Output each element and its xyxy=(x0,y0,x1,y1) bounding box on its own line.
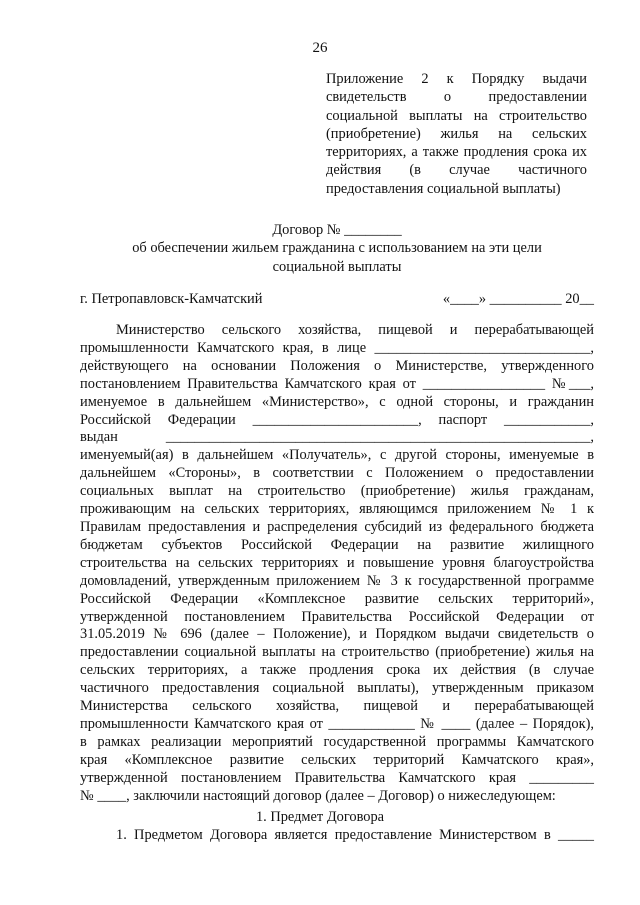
body-line: Министерства сельского хозяйства, пищевой и перерабатывающей xyxy=(80,698,594,715)
body-line: постановлением Правительства Камчатского края от _________________ №___, xyxy=(80,375,594,392)
body-line: 31.05.2019 № 696 (далее – Положение), и Порядком выдачи свидетельств о xyxy=(80,626,594,643)
body-line: № ____, заключили настоящий договор (далее – Договор) о нижеследующем: xyxy=(80,787,556,804)
clause-1-text: 1. Предметом Договора является предоставление Министерством в _____ xyxy=(116,827,594,843)
body-line: строительства на сельских территориях и повышение уровня благоустройства xyxy=(80,554,594,571)
appendix-note xyxy=(326,70,587,198)
body-line: проживающим на сельских территориях, являющимся приложением № 1 к xyxy=(80,501,594,518)
contract-date: «____» __________ 20__ xyxy=(442,291,594,307)
body-line: выдан ___________________________________________________________, xyxy=(80,429,594,446)
city: г. Петропавловск-Камчатский xyxy=(80,291,263,307)
body-line: сельских территориях, а также продления срока их действия (в случае xyxy=(80,662,594,679)
body-line: именуемый(ая) в дальнейшем «Получатель», с другой стороны, именуемые в xyxy=(80,447,594,464)
body-line: Министерство сельского хозяйства, пищевой и перерабатывающей xyxy=(116,322,594,338)
body-line: Российской Федерации _______________________, паспорт ____________, xyxy=(80,411,594,428)
appendix-line: Приложение 2 к Порядку выдачи xyxy=(326,71,587,87)
body-line: утвержденной постановлением Правительства Камчатского края _________ xyxy=(80,769,594,786)
page-number: 26 xyxy=(312,40,328,56)
body-line: в рамках реализации мероприятий государственной программы Камчатского xyxy=(80,733,594,750)
body-line: социальных выплат на строительство (приобретение) жилья гражданам, xyxy=(80,483,594,500)
body-line: бюджетам субъектов Российской Федерации на развитие жилищного xyxy=(80,536,594,553)
body-line: предоставлении социальной выплаты на строительство (приобретение) жилья на xyxy=(80,644,594,661)
appendix-line: социальной выплаты на строительство xyxy=(326,107,587,124)
clause xyxy=(80,826,594,844)
body-line: действующего на основании Положения о Министерстве, утвержденного xyxy=(80,357,594,374)
appendix-line: предоставления социальной выплаты) xyxy=(326,180,561,197)
body-line: Российской Федерации «Комплексное развитие сельских территорий», xyxy=(80,590,594,607)
body-line: Правилам предоставления и распределения субсидий из федерального бюджета xyxy=(80,518,594,535)
contract-number-line: Договор № ________ xyxy=(272,222,402,238)
place-date-row xyxy=(80,290,594,308)
body-line: домовладений, утвержденным приложением № 3 к государственной программе xyxy=(80,572,594,589)
contract-subject-line: об обеспечении жильем гражданина с использованием на эти цели xyxy=(132,240,542,257)
appendix-line: действия (в случае частичного xyxy=(326,162,587,179)
contract-subject-line: социальной выплаты xyxy=(272,258,402,275)
body-line: края «Комплексное развитие сельских территорий Камчатского края», xyxy=(80,751,594,768)
appendix-line: свидетельств о предоставлении xyxy=(326,89,587,106)
body-line: промышленности Камчатского края от ____________ № ____ (далее – Порядок), xyxy=(80,715,594,732)
section-heading: 1. Предмет Договора xyxy=(255,809,385,825)
body-line: промышленности Камчатского края, в лице ______________________________, xyxy=(80,339,594,356)
body-line: дальнейшем «Стороны», в соответствии с Положением о предоставлении xyxy=(80,465,594,482)
body-line: частичного предоставления социальной выплаты), утвержденным приказом xyxy=(80,680,594,697)
preamble-paragraph xyxy=(80,322,594,805)
body-line: утвержденной постановлением Правительства Российской Федерации от xyxy=(80,608,594,625)
appendix-line: (приобретение) жилья на сельских xyxy=(326,125,587,142)
appendix-line: территориях, а также продления срока их xyxy=(326,144,587,161)
document-title xyxy=(80,221,594,276)
body-line: именуемое в дальнейшем «Министерство», с одной стороны, и гражданин xyxy=(80,393,594,410)
